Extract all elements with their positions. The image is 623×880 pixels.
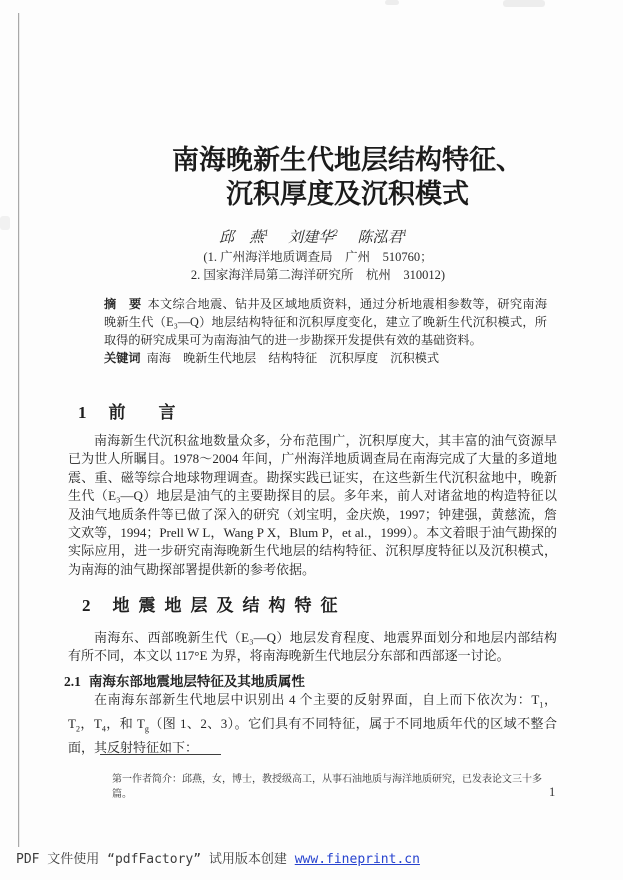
author-1-name: 邱 燕 <box>218 230 264 246</box>
scan-noise <box>0 216 10 230</box>
scan-noise <box>385 0 399 5</box>
section-2-paragraph: 南海东、西部晚新生代（E₃—Q）地层发育程度、地震界面划分和地层内部结构有所不同，本文以 117°E 为界，将南海晚新生代地层分东部和西部逐一讨论。 <box>68 630 557 664</box>
abstract-paragraph <box>104 295 547 349</box>
keywords-label: 关键词 <box>104 351 141 365</box>
author-1-affiliation-mark: 1 <box>263 228 269 238</box>
affiliation-1: (1. 广州海洋地质调查局 广州 510760； <box>203 250 433 264</box>
scan-artifact-line <box>18 13 19 847</box>
section-1-number: 1 <box>78 403 87 422</box>
paper-title <box>136 143 559 211</box>
author-3-affiliation-mark: 1 <box>402 228 408 238</box>
affiliations <box>63 249 573 284</box>
scan-noise <box>503 0 545 7</box>
paper-title-line2: 沉积厚度及沉积模式 <box>226 179 469 209</box>
paper-title-line1: 南海晚新生代地层结构特征、 <box>172 145 523 175</box>
section-2-number: 2 <box>82 596 91 615</box>
keywords-text: 南海 晚新生代地层 结构特征 沉积厚度 沉积模式 <box>146 351 440 365</box>
author-2-affiliation-mark: 2 <box>333 228 338 238</box>
fineprint-link[interactable]: www.fineprint.cn <box>294 852 420 867</box>
keywords-line <box>104 349 547 367</box>
footnote-text: 第一作者简介：邱燕，女，博士，教授级高工，从事石油地质与海洋地质研究，已发表论文三十多篇。 <box>112 774 542 800</box>
section-2-heading <box>82 591 347 616</box>
section-2-1-paragraph: 在南海东部新生代地层中识别出 4 个主要的反射界面，自上而下依次为：$T_1$，$T_2$，$T_4$，和 $T_g$（图 1、2、3）。它们具有不同特征，属于不同地质年代的区域不整合面，其反射特征如下： <box>68 692 557 755</box>
author-1 <box>219 230 269 246</box>
abstract-text: 本文综合地震、钻井及区域地质资料，通过分析地震相参数等，研究南海晚新生代（E₃—Q）地层结构特征和沉积厚度变化，建立了晚新生代沉积模式，所取得的研究成果可为南海油气的进一步勘探开发提供有效的基础资料。 <box>104 297 548 347</box>
authors-line <box>63 226 563 247</box>
pdf-watermark-text: PDF 文件使用 “pdfFactory” 试用版本创建 <box>16 852 295 867</box>
section-1-paragraph: 南海新生代沉积盆地数量众多，分布范围广，沉积厚度大，其丰富的油气资源早已为世人所瞩目。1978～2004 年间，广州海洋地质调查局在南海完成了大量的多道地震、重、磁等综合地球物理调查。勘探实践已证实，在这些新生代沉积盆地中，晚新生代（E₃—Q）地层是油气的主要勘探目的层。多年来，前人对诸盆地的构造特征以及油气地质条件等已做了深入的研究（刘宝明，金庆焕，1997；钟建强，黄慈流，詹文欢等，1994；Prell W L，Wang P X，Blum P，et al.，1999）。本文着眼于油气勘探的实际应用，进一步研究南海晚新生代地层的结构特征、沉积厚度特征以及沉积模式，为南海的油气勘探部署提供新的参考依据。 <box>68 433 557 577</box>
section-1-heading <box>78 398 184 423</box>
section-2-title: 地震地层及结构特征 <box>112 596 347 615</box>
abstract-block <box>104 295 547 367</box>
section-2-1-number: 2.1 <box>64 674 81 689</box>
author-2-name: 刘建华 <box>288 230 334 246</box>
page-number: 1 <box>549 785 556 799</box>
section-2-1-heading <box>64 670 305 690</box>
author-3 <box>358 230 408 246</box>
affiliation-2: 2. 国家海洋局第二海洋研究所 杭州 310012) <box>190 267 446 282</box>
author-2 <box>288 230 338 246</box>
section-1-title: 前 言 <box>108 403 184 422</box>
section-2-1-title: 南海东部地震地层特征及其地质属性 <box>88 674 305 689</box>
author-3-name: 陈泓君 <box>357 230 403 246</box>
pdf-watermark <box>16 848 420 867</box>
abstract-label: 摘 要 <box>104 297 142 311</box>
footnote-divider <box>100 754 221 755</box>
